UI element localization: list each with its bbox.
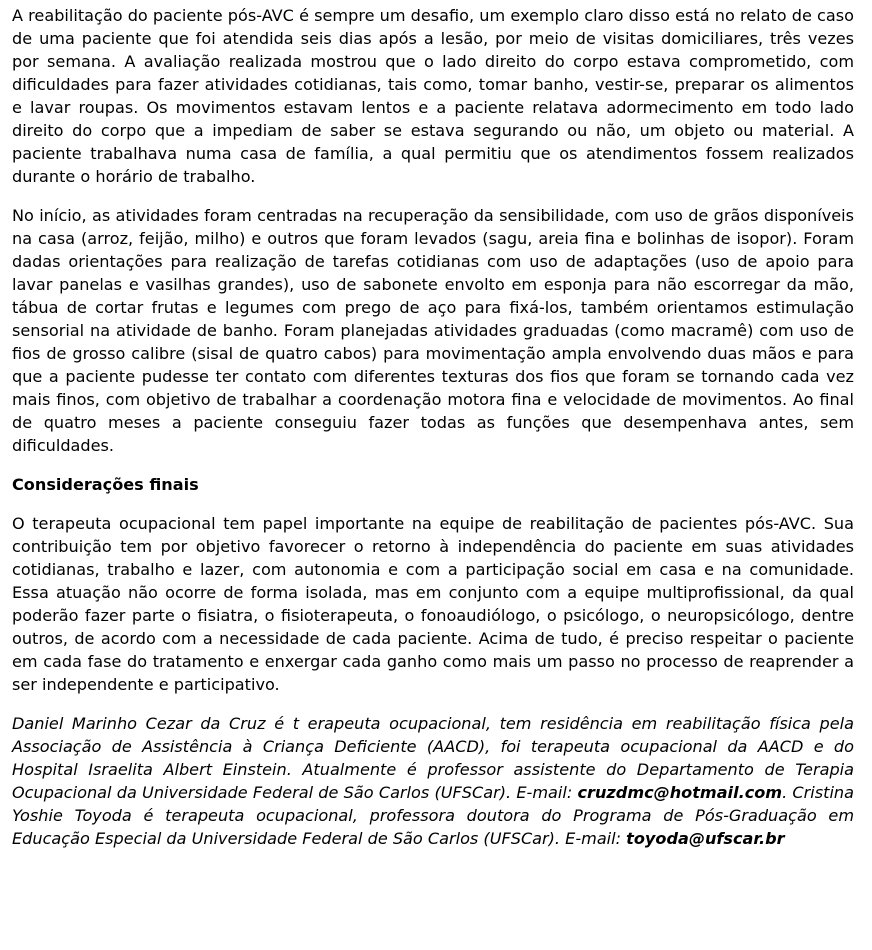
interventions-paragraph: No início, as atividades foram centradas na recuperação da sensibilidade, com uso de grãos disponíveis na casa (arroz, feijão, milho) e outros que foram levados (sagu, areia fina e bolinhas de isopor). Foram dadas orientações para realização de tarefas cotidianas com uso de adaptações (uso de apoio para lavar panelas e vasilhas grandes), uso de sabonete envolto em esponja para não escorregar da mão, tábua de cortar frutas e legumes com prego de aço para fixá-los, também orientamos estimulação sensorial na atividade de banho. Foram planejadas atividades graduadas (como macramê) com uso de fios de grosso calibre (sisal de quatro cabos) para movimentação ampla envolvendo duas mãos e para que a paciente pudesse ter contato com diferentes texturas dos fios que foram se tornando cada vez mais finos, com objetivo de trabalhar a coordenação motora fina e velocidade de movimentos. Ao final de quatro meses a paciente conseguiu fazer todas as funções que desempenhava antes, sem dificuldades.: [12, 206, 854, 455]
section-heading: Considerações finais: [12, 475, 199, 494]
conclusion-paragraph: O terapeuta ocupacional tem papel importante na equipe de reabilitação de pacientes pós-AVC. Sua contribuição tem por objetivo favorecer o retorno à independência do paciente em suas atividades cotidianas, trabalho e lazer, com autonomia e com a participação social em casa e na comunidade. Essa atuação não ocorre de forma isolada, mas em conjunto com a equipe multiprofissional, da qual poderão fazer parte o fisiatra, o fisioterapeuta, o fonoaudiólogo, o psicólogo, o neuropsicólogo, dentre outros, de acordo com a necessidade de cada paciente. Acima de tudo, é preciso respeitar o paciente em cada fase do tratamento e enxergar cada ganho como mais um passo no processo de reaprender a ser independente e participativo.: [12, 514, 854, 694]
bio-text-2: . Cristina Yoshie Toyoda é terapeuta ocupacional, professora doutora do Programa de Pós-Graduação em Educação Especial da Universidade Federal de São Carlos (UFSCar). E-mail:: [12, 783, 854, 848]
email-link-1[interactable]: cruzdmc@hotmail.com: [577, 783, 783, 802]
email-link-2[interactable]: toyoda@ufscar.br: [626, 829, 785, 848]
bio-text-1: Daniel Marinho Cezar da Cruz é t erapeuta ocupacional, tem residência em reabilitação física pela Associação de Assistência à Criança Deficiente (AACD), foi terapeuta ocupacional da AACD e do Hospital Israelita Albert Einstein. Atualmente é professor assistente do Departamento de Terapia Ocupacional da Universidade Federal de São Carlos (UFSCar). E-mail:: [12, 714, 854, 802]
case-report-paragraph: A reabilitação do paciente pós-AVC é sempre um desafio, um exemplo claro disso está no relato de caso de uma paciente que foi atendida seis dias após a lesão, por meio de visitas domiciliares, três vezes por semana. A avaliação realizada mostrou que o lado direito do corpo estava comprometido, com dificuldades para fazer atividades cotidianas, tais como, tomar banho, vestir-se, preparar os alimentos e lavar roupas. Os movimentos estavam lentos e a paciente relatava adormecimento em todo lado direito do corpo que a impediam de saber se estava segurando ou não, um objeto ou material. A paciente trabalhava numa casa de família, a qual permitiu que os atendimentos fossem realizados durante o horário de trabalho.: [12, 6, 854, 186]
author-bio: [12, 712, 854, 850]
